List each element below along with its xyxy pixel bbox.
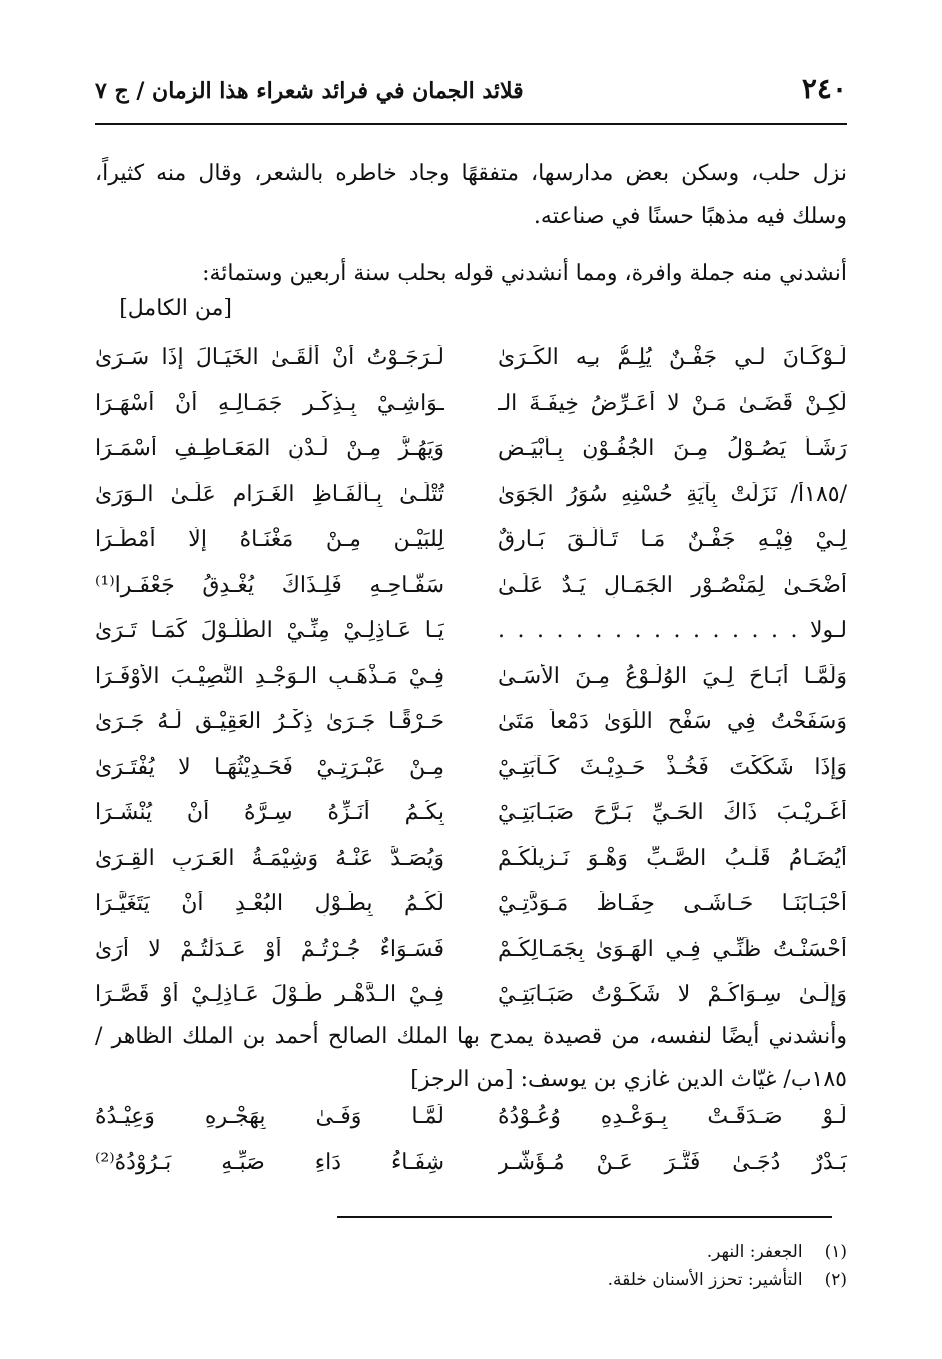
hemistich-first: لـولا . . . . . . . . . . . . . . . .: [498, 618, 847, 644]
hemistich-second: بِكُـمُ أُنَـزِّهُ سِـرَّهُ أَنْ يُنْشَـرَا: [95, 800, 444, 826]
hemistich-second: مِـنْ عَبْـرَتِـيْ فَحَـدِيْثُهَـا لا يُفْتَـرَىٰ: [95, 754, 444, 780]
hemistich-second: وَيُصَـدُّ عَنْـهُ وَشِيْمَـةُ العَـرَبِ القِـرَىٰ: [95, 845, 444, 871]
hemistich-first: وَإِلَـىٰ سِـوَاكُـمْ لا شَكَـوْتُ صَبَـابَتِـيْ: [498, 982, 847, 1008]
verse-line: [95, 699, 847, 745]
poem-rajaz: [95, 1094, 847, 1185]
hemistich-second: فَسَـوَاءٌ جُـرْتُـمْ أَوْ عَـدَلْتُـمْ لا أَرَىٰ: [95, 936, 444, 962]
footnotes: [608, 1238, 847, 1294]
verse-line: [95, 972, 847, 1018]
verse-line: [95, 563, 847, 609]
meter-label: [من الكامل]: [119, 296, 232, 321]
hemistich-second: سَفَّـاحِـهِ فَلِـذَاكَ يُغْـدِقُ جَعْفَـرا⁽¹⁾: [95, 572, 444, 598]
footnote: [608, 1238, 847, 1266]
footnote: [608, 1266, 847, 1294]
intro-paragraph: نزل حلب، وسكن بعض مدارسها، متفقهًا وجاد خاطره بالشعر، وقال منه كثيراً، وسلك فيه مذهبًا حسنًا في صناعته.: [95, 161, 847, 229]
hemistich-first: أَحْبَـابَنَـا حَـاشَـى حِفَـاظَ مَـوَدَّتِـيْ: [498, 891, 847, 917]
running-title: قلائد الجمان في فرائد شعراء هذا الزمان / ج ٧: [95, 78, 524, 104]
hemistich-second: فِـيْ الـدَّهْـرِ طُـوْلَ عَـاذِلِـيْ أَوْ قَصَّـرَا: [95, 982, 444, 1008]
verse-line: [95, 790, 847, 836]
recitation-paragraph: أنشدني منه جملة وافرة، ومما أنشدني قوله بحلب سنة أربعين وستمائة:: [202, 261, 847, 286]
verse-line: [95, 1094, 847, 1140]
page-number: ٢٤٠: [801, 72, 847, 105]
footnote-text: التأشير: تحزز الأسنان خلقة.: [607, 1270, 803, 1290]
hemistich-first: وَإِذَا شَكَكْتَ فَخُـذْ حَـدِيْـثَ كَـآبَتِـيْ: [498, 754, 847, 780]
hemistich-second: فِـيْ مَـذْهَـبِ الـوَجْـدِ النَّصِيْـبَ الأَوْفَـرَا: [95, 663, 444, 689]
verse-line: [95, 1140, 847, 1186]
hemistich-first: أَحْسَنْـتُ ظَنِّـي فِـي الهَـوَىٰ بِجَمَـالِكُـمْ: [498, 936, 847, 962]
verse-line: [95, 927, 847, 973]
header-divider: [95, 123, 847, 125]
verse-line: [95, 654, 847, 700]
verse-line: [95, 472, 847, 518]
verse-line: [95, 608, 847, 654]
footnote-number: (١): [824, 1242, 847, 1262]
hemistich-second: تُتْلَـىٰ بِـأَلْفَـاظِ الغَـرَامِ عَلَـىٰ الـوَرَىٰ: [95, 481, 444, 507]
hemistich-second: يَـا عَـاذِلِـيْ مِنِّـيْ الطُّلُـوْلَ كَمَـا تَـرَىٰ: [95, 618, 444, 644]
hemistich-first: لَـوْ صَـدَقَـتْ بِـوَعْـدِهِ وُعُـوْدُهُ: [498, 1104, 847, 1130]
hemistich-first: لَكِـنْ قَضَـىٰ مَـنْ لا أُعَـرِّضُ خِيفَـةَ الـ: [498, 390, 847, 416]
verse-line: [95, 517, 847, 563]
footnote-text: الجعفر: النهر.: [706, 1242, 803, 1262]
verse-line: [95, 426, 847, 472]
verse-line: [95, 335, 847, 381]
hemistich-first: لِـيْ فِيْـهِ جَفْـنٌ مَـا تَـأَلَّـقَ بَـارِقٌ: [498, 527, 847, 553]
hemistich-second: لَمَّـا وَفَـىٰ بِهَجْـرِهِ وَعِيْـدُهُ: [95, 1104, 444, 1130]
verse-line: [95, 381, 847, 427]
verse-line: [95, 745, 847, 791]
hemistich-first: أَغَـرِيْـبَ ذَاكَ الحَـيِّ بَـرَّحَ صَبَـابَتِـيْ: [498, 800, 847, 826]
hemistich-first: بَـدْرٌ دُجَـىٰ فَتَّـرَ عَـنْ مُـؤَشَّـرِ: [498, 1149, 847, 1175]
footnote-divider: [337, 1216, 832, 1218]
hemistich-second: وَيَهُـزُّ مِـنْ لَـدْنِ المَعَـاطِـفِ أَسْمَـرَا: [95, 436, 444, 462]
hemistich-second: لَـرَجَـوْتُ أَنْ أَلْقَـىٰ الخَيَـالَ إِذَا سَـرَىٰ: [95, 345, 444, 371]
page-header: [95, 72, 847, 105]
verse-line: [95, 836, 847, 882]
hemistich-second: لَكُـمُ بِطُـوْلِ البُعْـدِ أَنْ يَتَغَيَّـرَا: [95, 891, 444, 917]
hemistich-second: لِلبَيْـنِ مِـنْ مَغْنَـاهُ إِلَّا أَمْطَـرَا: [95, 527, 444, 553]
poem-kamil: [95, 335, 847, 1018]
hemistich-second: حَـرْقًـا جَـرَىٰ ذِكْـرُ العَقِيْـقِ لَـهُ جَـرَىٰ: [95, 709, 444, 735]
hemistich-first: أَضْحَـىٰ لِمَنْصُـوْرِ الجَمَـالِ يَـدٌ عَلَـىٰ: [498, 572, 847, 598]
hemistich-second: ـوَاشِـيْ بِـذِكْـرِ جَمَـالِـهِ أَنْ أَسْهَـرَا: [95, 390, 444, 416]
hemistich-first: لَـوْكَـانَ لـي جَفْـنٌ يُلِـمُّ بـِه الكَـرَىٰ: [498, 345, 847, 371]
hemistich-first: /١٨٥أ/ نَزَلَتْ بِآيَةِ حُسْنِهِ سُوَرُ الجَوَىٰ: [498, 481, 847, 507]
hemistich-first: وَسَفَحْتُ فِي سَفْحِ اللِّوَىٰ دَمْعاً مَتَىٰ: [498, 709, 847, 735]
second-intro-paragraph: وأنشدني أيضًا لنفسه، من قصيدة يمدح بها الملك الصالح أحمد بن الملك الظاهر /١٨٥ب/ غيّاث الدين غازي بن يوسف: [من الرجز]: [95, 1024, 847, 1092]
footnote-number: (٢): [824, 1270, 847, 1290]
hemistich-first: رَشَـأٌ يَصُـوْلُ مِـنَ الجُفُـوْنِ بِـأَبْيَـضٍ: [498, 436, 847, 462]
hemistich-first: أَيُضَـامُ قَلْـبُ الصَّـبِّ وَهْـوَ نَـزِيلُكُـمْ: [498, 845, 847, 871]
verse-line: [95, 881, 847, 927]
hemistich-second: شِفَـاءُ دَاءِ صَبِّـهِ بَـرُوْدُهُ⁽²⁾: [95, 1149, 444, 1175]
hemistich-first: وَلَمَّـا أَبَـاحَ لِـيَ الوُلُـوْعُ مِـنَ الأَسَـىٰ: [498, 663, 847, 689]
